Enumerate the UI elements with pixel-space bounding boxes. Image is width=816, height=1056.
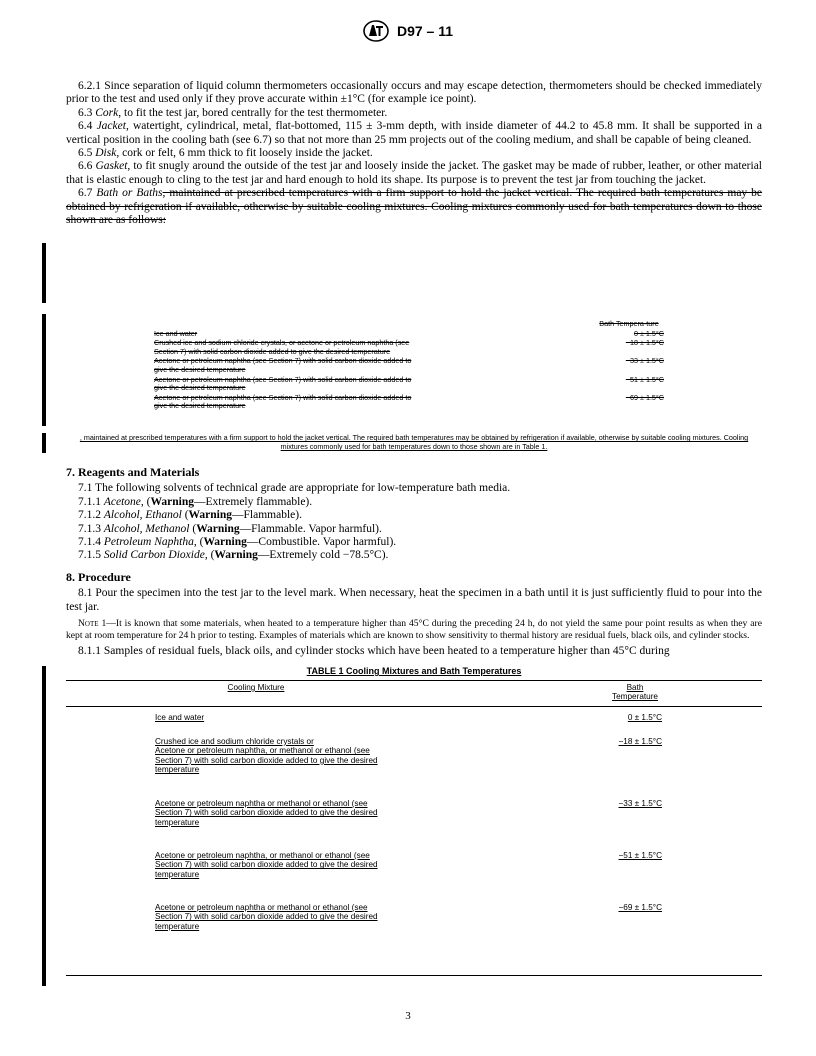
table-1-temp: −33 ± 1.5°C <box>618 799 662 808</box>
paragraph-6-6: 6.6 Gasket, to fit snugly around the outside of the test jar and loosely inside the jacket. The gasket may be made of rubber, leather, or other material that is elastic enough to cling to the test jar and hard enough to hold its shape. Its purpose is to prevent the test jar from touching the jacket. <box>66 160 763 186</box>
page-number: 3 <box>405 1010 411 1022</box>
deleted-table-row: Crushed ice and sodium chloride crystals, or acetone or petroleum naphtha (see Section 7) with solid carbon dioxide added to give the desired temperature −18 ± 1.5°C <box>154 338 664 356</box>
paragraph-6-5: 6.5 Disk, cork or felt, 6 mm thick to fit loosely inside the jacket. <box>78 147 373 160</box>
change-bar <box>42 433 46 453</box>
page-header <box>0 20 816 42</box>
document-designation: D97 – 11 <box>396 23 454 39</box>
paragraph-6-2-1: 6.2.1 Since separation of liquid column thermometers occasionally occurs and may escape detection, thermometers should be checked immediately prior to the test and used only if they prove accurate within ±1°C (for example ice point). <box>66 80 762 106</box>
table-1-row: Acetone or petroleum naphtha or methanol or ethanol (see Section 7) with solid carbon dioxide added to give the desired temperature <box>155 799 378 827</box>
paragraph-6-3: 6.3 Cork, to fit the test jar, bored centrally for the test thermometer. <box>78 106 388 119</box>
table-1-temp: −69 ± 1.5°C <box>618 903 662 912</box>
body-text-top <box>66 80 762 227</box>
note-1: Note 1—It is known that some materials, when heated to a temperature higher than 45°C during the preceding 24 h, do not yield the same pour point results as when they are kept at room temperature for 24 h prior to testing. Examples of materials which are known to show sensitivity to thermal history are residual fuels, black oils, and cylinder stocks. <box>66 618 762 641</box>
deleted-table-row: Acetone or petroleum naphtha (see Section 7) with solid carbon dioxide added to give the desired temperature −51 ± 1.5°C <box>154 374 664 393</box>
table-1-temp: −51 ± 1.5°C <box>618 851 662 860</box>
paragraph-7-1-4: 7.1.4 Petroleum Naphtha, (Warning—Combustible. Vapor harmful). <box>78 536 397 549</box>
astm-logo-icon <box>363 20 389 42</box>
section-7-heading: 7. Reagents and Materials <box>66 465 200 479</box>
deleted-table-row: Acetone or petroleum naphtha (see Section 7) with solid carbon dioxide added to give the desired temperature −33 ± 1.5°C <box>154 356 664 374</box>
inserted-text-6-7: , maintained at prescribed temperatures with a firm support to hold the jacket vertical. The required bath temperatures may be obtained by refrigeration if available, otherwise by suitable cooling mixtures. Cooling mixtures commonly used for bath temperatures down to those shown are in Table 1. <box>79 433 749 451</box>
table-1-temp: 0 ± 1.5°C <box>627 713 662 722</box>
deleted-table-row: Ice and water 0 ± 1.5°C <box>154 328 664 338</box>
table-1-title: TABLE 1 Cooling Mixtures and Bath Temperatures <box>306 666 522 676</box>
paragraph-8-1-1: 8.1.1 Samples of residual fuels, black oils, and cylinder stocks which have been heated to a temperature higher than 45°C during <box>78 645 670 658</box>
table-top-rule <box>66 680 762 681</box>
paragraph-6-7: 6.7 Bath or Baths, maintained at prescribed temperatures with a firm support to hold the jacket vertical. The required bath temperatures may be obtained by refrigeration if available, otherwise by suitable cooling mixtures. Cooling mixtures commonly used for bath temperatures down to those shown are as follows: <box>66 187 763 227</box>
table-bottom-rule <box>66 975 762 976</box>
section-8-heading: 8. Procedure <box>66 569 131 584</box>
change-bar <box>42 243 46 303</box>
table-1-row: Acetone or petroleum naphtha or methanol or ethanol (see Section 7) with solid carbon dioxide added to give the desired temperature <box>155 903 378 931</box>
change-bar <box>42 666 46 986</box>
table-1-row: Crushed ice and sodium chloride crystals or Acetone or petroleum naphtha, or methanol or ethanol (see Section 7) with solid carbon dioxide added to give the desired temperature <box>155 737 378 775</box>
paragraph-8-1: 8.1 Pour the specimen into the test jar to the level mark. When necessary, heat the specimen in a bath until it is just sufficiently fluid to pour into the test jar. <box>66 587 762 613</box>
paragraph-7-1-5: 7.1.5 Solid Carbon Dioxide, (Warning—Extremely cold −78.5°C). <box>78 549 389 562</box>
table-1-temp: −18 ± 1.5°C <box>618 737 662 746</box>
table-1-row: Ice and water <box>155 713 205 722</box>
paragraph-7-1: 7.1 The following solvents of technical grade are appropriate for low-temperature bath media. <box>78 482 511 495</box>
table-1-row: Acetone or petroleum naphtha, or methanol or ethanol (see Section 7) with solid carbon dioxide added to give the desired temperature <box>155 851 378 879</box>
paragraph-6-4: 6.4 Jacket, watertight, cylindrical, metal, flat-bottomed, 115 ± 3-mm depth, with inside diameter of 44.2 to 45.8 mm. It shall be supported in a vertical position in the cooling bath (see 6.7) so that not more than 25 mm projects out of the cooling medium, and shall be capable of being cleaned. <box>66 120 762 146</box>
table-header-rule <box>66 706 762 707</box>
paragraph-7-1-2: 7.1.2 Alcohol, Ethanol (Warning—Flammable). <box>78 509 302 522</box>
deleted-table-header: Bath Tempera-ture <box>599 319 659 328</box>
body-text-bottom <box>66 462 762 659</box>
table-1-col-temp: Bath Temperature <box>612 683 658 702</box>
paragraph-7-1-3: 7.1.3 Alcohol, Methanol (Warning—Flammable. Vapor harmful). <box>78 522 382 535</box>
table-1-col-mixture: Cooling Mixture <box>227 683 285 692</box>
deleted-table-row: Acetone or petroleum naphtha (see Section 7) with solid carbon dioxide added to give the desired temperature −69 ± 1.5°C <box>154 392 664 411</box>
change-bar <box>42 314 46 426</box>
paragraph-7-1-1: 7.1.1 Acetone, (Warning—Extremely flammable). <box>78 495 313 508</box>
deleted-table <box>154 320 664 411</box>
